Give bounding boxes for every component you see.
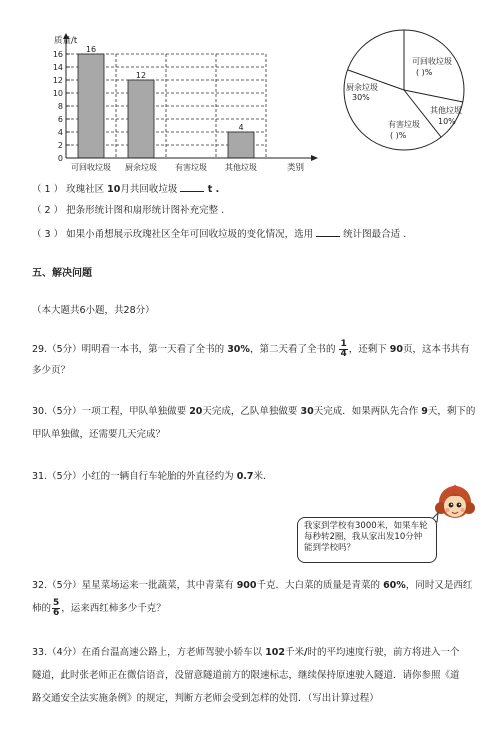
question-1: （ 1 ） 玫瑰社区 10月共回收垃圾 t . (32, 181, 219, 198)
problem-33-line3: 路交通安全法实施条例》的规定，判断方老师会受到怎样的处罚．（写出计算过程） (32, 693, 379, 704)
problem-29-line2: 多少页？ (32, 365, 71, 376)
y-tick-label: 0 (57, 154, 63, 163)
section-subtitle: （本大题共6小题，共28分） (32, 305, 155, 316)
problem-29-line1: 29.（5分）明明看一本书，第一天看了全书的 30%，第二天看了全书的 $\frac{1}{4}$ ，还剩下 90页，这本书共有 (32, 339, 470, 359)
x-tick-label: 其他垃圾 (225, 163, 257, 172)
answer-blank[interactable] (180, 181, 204, 192)
speech-bubble: 我家到学校有3000米，如果车轮每秒转2圈，我从家出发10分钟能到学校吗？ (297, 517, 437, 563)
bar (228, 132, 254, 158)
problem-32-line1: 32.（5分）星星菜场运来一批蔬菜，其中青菜有 900千克．大白菜的质量是青菜的 60%，同时又是西红 (32, 580, 473, 591)
question-3: （ 3 ） 如果小甬想展示玫瑰社区全年可回收垃圾的变化情况，选用 统计图最合适 . (32, 226, 406, 243)
bar-value-label: 16 (85, 45, 97, 54)
bar-value-label: 12 (135, 71, 147, 80)
pie-chart (338, 28, 470, 152)
pie-label-recyclable: 可回收垃圾 (412, 57, 452, 66)
bar-chart-y-ticks (53, 50, 63, 163)
y-axis-label: 质量/t (54, 36, 78, 46)
bar-chart-x-ticks (71, 162, 257, 172)
bar (78, 54, 104, 158)
x-tick-label: 厨余垃圾 (125, 163, 157, 172)
bar-value-label: 4 (238, 123, 244, 132)
y-tick-label: 6 (57, 115, 63, 124)
y-tick-label: 12 (52, 76, 63, 85)
x-tick-label: 有害垃圾 (175, 163, 207, 172)
pie-label-other: 其他垃圾 (430, 106, 462, 115)
x-axis-label: 类别 (287, 163, 305, 173)
problem-30-line1: 30.（5分）一项工程，甲队单独做要 20天完成，乙队单独做要 30天完成．如果两队先合作 9天，剩下的 (32, 406, 476, 417)
question-2: （ 2 ） 把条形统计图和扇形统计图补充完整 . (32, 205, 225, 216)
fraction: $\frac{5}{6}$ (53, 598, 60, 618)
bar-chart (30, 28, 330, 176)
pie-value-harmful: ( )% (390, 131, 407, 140)
bar-chart-value-labels (86, 45, 244, 132)
pie-value-other: 10% (438, 117, 456, 126)
y-tick-label: 8 (57, 102, 63, 111)
problem-31: 31.（5分）小红的一辆自行车轮胎的外直径约为 0.7米． (32, 471, 273, 482)
problem-32-line2: 柿的 $\frac{5}{6}$ ，运来西红柿多少千克？ (32, 598, 166, 618)
pie-label-harmful: 有害垃圾 (388, 120, 420, 129)
y-tick-label: 4 (57, 128, 63, 137)
problem-30-line2: 甲队单独做，还需要几天完成？ (32, 429, 166, 440)
bar (128, 80, 154, 158)
answer-blank[interactable] (316, 226, 340, 237)
pie-value-recyclable: ( )% (416, 68, 433, 77)
section-title: 五、解决问题 (32, 268, 92, 279)
pie-value-kitchen: 30% (352, 93, 370, 102)
fraction: $\frac{1}{4}$ (340, 339, 347, 359)
problem-33-line1: 33.（4分）在甬台温高速公路上，方老师驾驶小轿车以 102千米/时的平均速度行驶，前方将进入一个 (32, 647, 460, 658)
x-tick-label: 可回收垃圾 (71, 163, 111, 172)
problem-33-line2: 隧道，此时张老师正在微信语音，没留意隧道前方的限速标志，继续保持原速驶入隧道．请你参照《道 (32, 670, 460, 681)
y-tick-label: 14 (52, 63, 63, 72)
y-tick-label: 16 (52, 50, 63, 59)
y-tick-label: 10 (52, 89, 63, 98)
pie-label-kitchen: 厨余垃圾 (346, 83, 378, 92)
y-tick-label: 2 (57, 141, 63, 150)
x-axis-arrow (311, 155, 318, 161)
